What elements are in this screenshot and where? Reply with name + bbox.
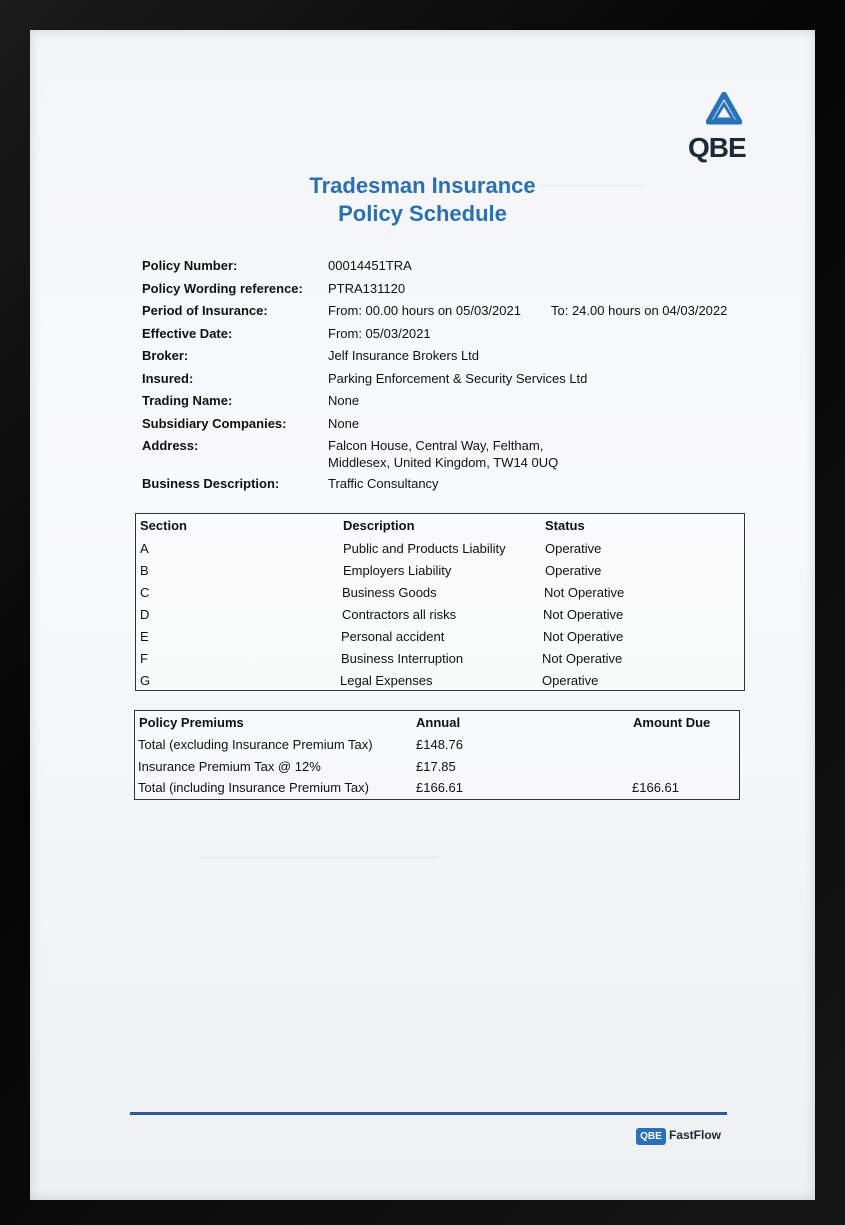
table-row-section: G [140,673,151,688]
page-title: Tradesman Insurance [309,173,536,198]
table-row-section: A [140,541,149,556]
show-through-text: ──────────── [540,178,643,192]
trading-name: None [328,393,360,408]
period-from: From: 00.00 hours on 05/03/2021 [328,303,521,318]
footer-divider [130,1112,727,1115]
premiums-header-item: Policy Premiums [139,715,244,730]
business-description: Traffic Consultancy [328,476,439,491]
table-row-status: Operative [545,563,602,578]
table-row-status: Operative [545,541,602,556]
broker: Jelf Insurance Brokers Ltd [328,348,480,363]
insured: Parking Enforcement & Security Services Ltd [328,371,588,386]
table-row-section: B [140,563,149,578]
address-line-2: Middlesex, United Kingdom, TW14 0UQ [328,455,559,470]
table-row-status: Not Operative [543,607,624,622]
page-subtitle: Policy Schedule [338,201,507,226]
table-row-item: Insurance Premium Tax @ 12% [138,759,321,774]
detail-label: Subsidiary Companies: [142,416,287,431]
detail-label: Policy Wording reference: [142,281,303,296]
detail-label: Insured: [142,371,194,386]
table-row-section: C [140,585,150,600]
table-row-item: Total (including Insurance Premium Tax) [138,780,369,795]
subsidiary-companies: None [328,416,360,431]
address-line-1: Falcon House, Central Way, Feltham, [328,438,544,453]
detail-label: Policy Number: [142,258,238,273]
detail-label: Period of Insurance: [142,303,268,318]
table-row-annual: £166.61 [416,780,463,795]
table-row-status: Not Operative [544,585,625,600]
premiums-header-due: Amount Due [633,715,711,730]
detail-label: Effective Date: [142,326,233,341]
policy-wording-reference: PTRA131120 [328,281,406,296]
detail-label: Business Description: [142,476,280,491]
table-row-section: E [140,629,149,644]
table-row-description: Contractors all risks [342,607,457,622]
table-row-item: Total (excluding Insurance Premium Tax) [138,737,373,752]
detail-label: Trading Name: [142,393,233,408]
table-row-description: Business Interruption [341,651,464,666]
detail-label: Broker: [142,348,189,363]
show-through-text: ──────────────────────────── [200,850,439,864]
qbe-logo-mark-icon [706,92,742,128]
table-row-description: Business Goods [342,585,437,600]
table-row-section: F [140,651,148,666]
premiums-header-annual: Annual [416,715,461,730]
table-row-status: Operative [542,673,599,688]
qbe-logo [688,92,752,167]
table-row-annual: £148.76 [416,737,463,752]
sections-header-description: Description [343,518,415,533]
policy-number: 00014451TRA [328,258,412,273]
effective-date: From: 05/03/2021 [328,326,431,341]
sections-header-section: Section [140,518,187,533]
detail-label: Address: [142,438,199,453]
table-row-section: D [140,607,150,622]
table-row-description: Public and Products Liability [343,541,506,556]
qbe-logo-text: QBE [688,132,746,163]
sections-header-status: Status [545,518,585,533]
table-row-description: Legal Expenses [340,673,433,688]
fastflow-text: FastFlow [669,1128,722,1142]
table-row-description: Personal accident [341,629,445,644]
period-to: To: 24.00 hours on 04/03/2022 [551,303,728,318]
table-row-amount-due: £166.61 [632,780,679,795]
table-row-status: Not Operative [543,629,624,644]
fastflow-badge: QBE [636,1128,666,1145]
table-row-description: Employers Liability [343,563,452,578]
table-row-annual: £17.85 [416,759,456,774]
table-row-status: Not Operative [542,651,623,666]
